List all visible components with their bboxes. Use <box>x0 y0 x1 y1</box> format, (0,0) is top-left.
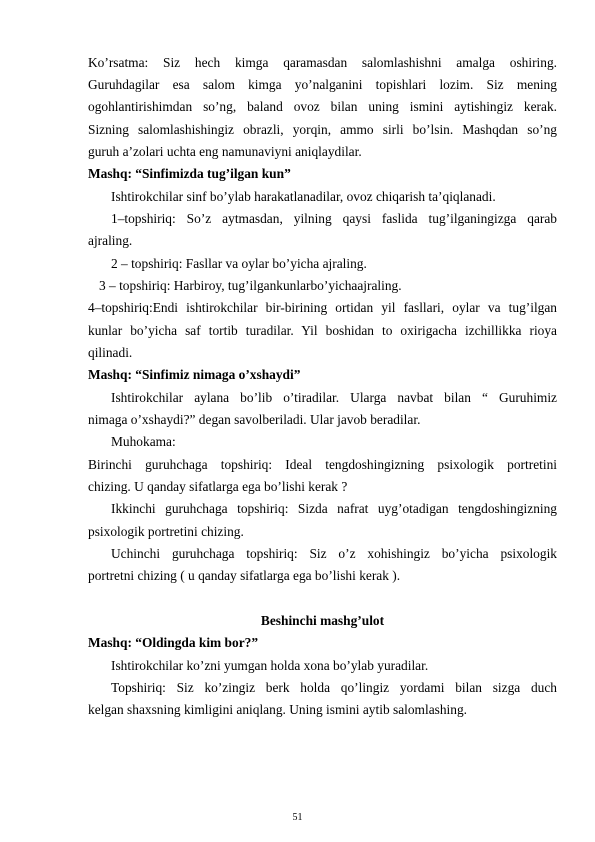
text-line: chizing. U qanday sifatlarga ega bo’lishi kerak ? <box>88 479 348 494</box>
text-line: Topshiriq: Siz ko’zingiz berk holda qo’lingiz yordami bilan sizga duch <box>111 680 557 695</box>
text-line: Guruhdagilar esa salom kimga yo’nalganini topishlari lozim. Siz mening <box>88 77 557 92</box>
text-line: qilinadi. <box>88 345 133 360</box>
page-number: 51 <box>292 812 303 823</box>
text-line: portretni chizing ( u qanday sifatlarga ega bo’lishi kerak ). <box>88 568 401 583</box>
text-line: guruh a’zolari uchta eng namunaviyni aniqlaydilar. <box>88 144 362 159</box>
text-line: ogohlantirishimdan so’ng, baland ovoz bilan uning ismini aytishingiz kerak. <box>88 99 557 114</box>
text-line: nimaga o’xshaydi?” degan savolberiladi. Ular javob beradilar. <box>88 412 421 427</box>
text-line: Ishtirokchilar ko’zni yumgan holda xona bo’ylab yuradilar. <box>111 658 429 673</box>
text-line: Uchinchi guruhchaga topshiriq: Siz o’z xohishingiz bo’yicha psixologik <box>111 546 557 561</box>
text-line: kunlar bo’yicha saf tortib turadilar. Yil boshidan to oxirigacha izchillikka rioya <box>88 323 557 338</box>
text-line: Ko’rsatma: Siz hech kimga qaramasdan salomlashishni amalga oshiring. <box>88 55 557 70</box>
text-line: Ishtirokchilar aylana bo’lib o’tiradilar. Ularga navbat bilan “ Guruhimiz <box>111 390 557 405</box>
text-line: ajraling. <box>88 233 133 248</box>
text-line: 3 – topshiriq: Harbiroy, tug’ilgankunlarbo’yichaajraling. <box>99 278 402 293</box>
text-line: psixologik portretini chizing. <box>88 524 244 539</box>
text-line: kelgan shaxsning kimligini aniqlang. Uning ismini aytib salomlashing. <box>88 702 467 717</box>
text-line: Sizning salomlashishingiz obrazli, yorqin, ammo sirli bo’lsin. Mashqdan so’ng <box>88 122 557 137</box>
text-line: Ishtirokchilar sinf bo’ylab harakatlanadilar, ovoz chiqarish ta’qiqlanadi. <box>111 189 496 204</box>
text-line: 2 – topshiriq: Fasllar va oylar bo’yicha ajraling. <box>111 256 367 271</box>
section-heading: Beshinchi mashg’ulot <box>260 613 385 628</box>
text-line: 1–topshiriq: So’z aytmasdan, yilning qaysi faslida tug’ilganingizga qarab <box>111 211 557 226</box>
exercise-heading: Mashq: “Oldingda kim bor?” <box>88 635 259 650</box>
text-line: 4–topshiriq:Endi ishtirokchilar bir-birining ortidan yil fasllari, oylar va tug’ilgan <box>88 300 557 315</box>
exercise-heading: Mashq: “Sinfimiz nimaga o’xshaydi” <box>88 367 301 382</box>
exercise-heading: Mashq: “Sinfimizda tug’ilgan kun” <box>88 166 291 181</box>
text-line: Birinchi guruhchaga topshiriq: Ideal tengdoshingizning psixologik portretini <box>88 457 557 472</box>
text-line: Muhokama: <box>111 434 176 449</box>
text-line: Ikkinchi guruhchaga topshiriq: Sizda nafrat uyg’otadigan tengdoshingizning <box>111 501 557 516</box>
